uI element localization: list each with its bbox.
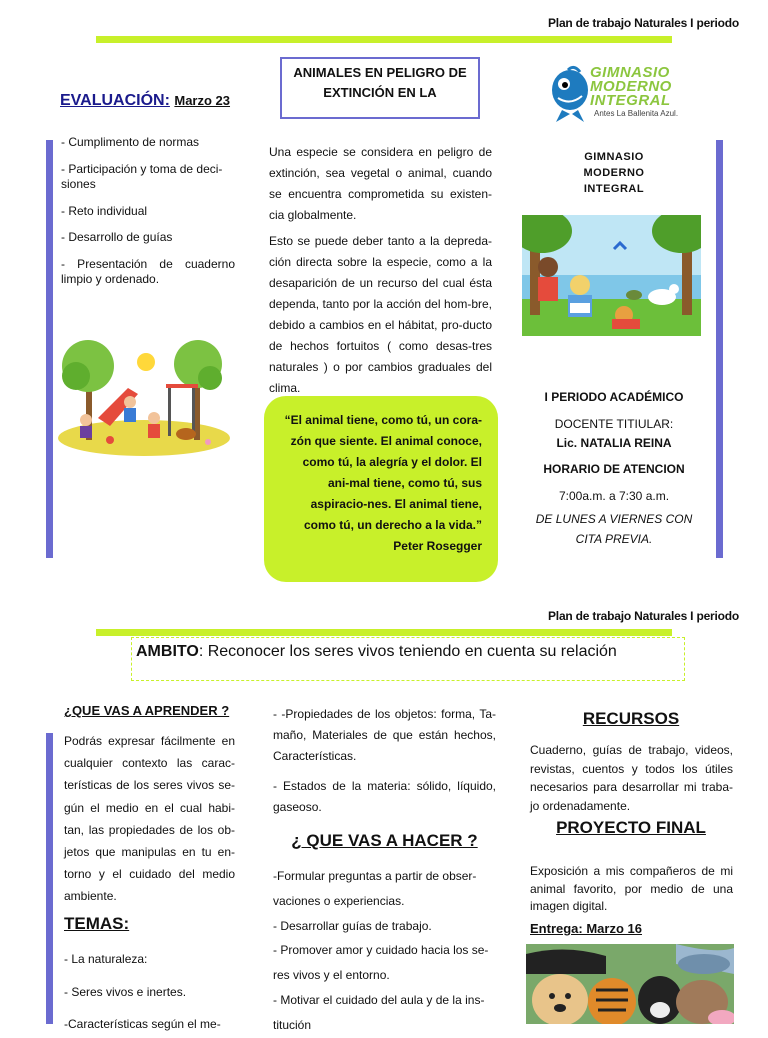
quote-text: “El animal tiene, como tú, un cora-zón que siente. El animal conoce, como tú, la alegría y el dolor. El ani-mal tiene, como tú, sus aspiracio-nes. El animal tiene, como tú, un derecho a la vida.” bbox=[284, 413, 482, 532]
ambito-text: : Reconocer los seres vivos teniendo en cuenta su relación bbox=[198, 643, 617, 660]
project-title: PROYECTO FINAL bbox=[556, 818, 706, 837]
topic-item: - Seres vivos e inertes. bbox=[64, 984, 187, 999]
playground-illustration bbox=[58, 338, 230, 456]
learn-text: Podrás expresar fácilmente en cualquier contexto las carac-terísticas de los seres vivos se-gún el medio en el cual habi-tan, las propiedades de los ob-jetos que manipulas en tu en-torno y el cuidado del medio ambiente. bbox=[64, 734, 235, 904]
center-title: ANIMALES EN PELIGRO DE EXTINCIÓN EN LA bbox=[293, 65, 467, 100]
page2-header: Plan de trabajo Naturales I periodo bbox=[548, 609, 740, 623]
center-paragraph-1: Una especie se considera en peligro de extinción, sea vegetal o animal, cuando se encuentra comprometida su existen-cia globalmente. bbox=[269, 145, 492, 222]
project-text: Exposición a mis compañeros de mi animal favorito, por medio de una imagen digital. bbox=[530, 864, 733, 913]
left-blue-bar bbox=[46, 140, 53, 558]
properties-text bbox=[273, 704, 496, 818]
quote-author: Peter Rosegger bbox=[393, 539, 482, 553]
playground-image bbox=[58, 338, 230, 456]
animals-illustration bbox=[526, 944, 734, 1024]
schedule-time: 7:00a.m. a 7:30 a.m. bbox=[558, 488, 670, 503]
school-name: GIMNASIO MODERNO INTEGRAL bbox=[583, 151, 645, 195]
period-label: I PERIODO ACADÉMICO bbox=[544, 390, 684, 404]
do-item: -Formular preguntas a partir de obser-vaciones o experiencias. bbox=[273, 869, 477, 908]
right-blue-bar bbox=[716, 140, 723, 558]
evaluation-item: - Presentación de cuaderno limpio y ordenado. bbox=[61, 256, 235, 286]
property-item: - -Propiedades de los objetos: forma, Ta-maño, Materiales de que están hechos, Características. bbox=[273, 707, 496, 763]
evaluation-heading: EVALUACIÓN: Marzo 23 bbox=[60, 92, 231, 109]
animals-image bbox=[526, 944, 734, 1024]
page2-green-rule bbox=[96, 629, 672, 636]
center-paragraph-2: Esto se puede deber tanto a la depreda-ción directa sobre la especie, como a la desaparición de un recurso del cual ésta dependa, tanto por la acción del hom-bre, debido a cambios en el hábitat, pro-ducto de hechos fortuitos ( como desas-tres naturales ) o por cambios graduales del clima. bbox=[269, 234, 492, 395]
property-item: - Estados de la materia: sólido, líquido, gaseoso. bbox=[273, 779, 496, 814]
logo-text: GIMNASIO MODERNO INTEGRAL bbox=[590, 64, 672, 109]
kids-reading-image bbox=[522, 215, 701, 336]
resources-text: Cuaderno, guías de trabajo, videos, revistas, cuentos y todos los útiles necesarios para desarrollar mi traba-jo ordenadamente. bbox=[530, 743, 733, 813]
evaluation-item: - Participación y toma de deci-siones bbox=[61, 161, 223, 191]
ambito-label: AMBITO bbox=[136, 643, 199, 660]
evaluation-item: - Desarrollo de guías bbox=[61, 230, 173, 244]
teacher-name: Lic. NATALIA REINA bbox=[556, 436, 672, 450]
center-title-box bbox=[280, 57, 480, 119]
ambito-box bbox=[131, 637, 685, 681]
contact-info bbox=[532, 384, 696, 549]
page1-green-rule bbox=[96, 36, 672, 43]
resources-title: RECURSOS bbox=[582, 709, 680, 728]
kids-reading-illustration bbox=[522, 215, 701, 336]
quote-box bbox=[264, 396, 498, 582]
do-item: - Motivar el cuidado del aula y de la ins-titución bbox=[273, 992, 485, 1032]
do-title: ¿ QUE VAS A HACER ? bbox=[291, 831, 478, 850]
topics-title: TEMAS: bbox=[64, 914, 130, 933]
evaluation-item: - Reto individual bbox=[61, 203, 148, 218]
learn-title: ¿QUE VAS A APRENDER ? bbox=[64, 703, 230, 718]
topic-item: - La naturaleza: bbox=[64, 952, 148, 966]
schedule-label: HORARIO DE ATENCION bbox=[543, 462, 685, 476]
do-item: - Desarrollar guías de trabajo. bbox=[273, 918, 432, 933]
do-item: - Promover amor y cuidado hacia los se-res vivos y el entorno. bbox=[273, 943, 489, 983]
page1-header: Plan de trabajo Naturales I periodo bbox=[548, 16, 740, 30]
topics-list bbox=[64, 952, 235, 1033]
teacher-label: DOCENTE TITIULAR: bbox=[554, 416, 674, 431]
logo-tagline: Antes La Ballenita Azul. bbox=[594, 109, 679, 118]
topic-item: -Características según el me- bbox=[64, 1017, 221, 1031]
do-list bbox=[273, 864, 496, 1038]
schedule-days: DE LUNES A VIERNES CON CITA PREVIA. bbox=[535, 512, 693, 546]
fish-logo-icon bbox=[548, 64, 592, 124]
center-text bbox=[269, 142, 492, 399]
project-delivery: Entrega: Marzo 16 bbox=[530, 921, 642, 936]
evaluation-item: - Cumplimento de normas bbox=[61, 135, 200, 149]
school-logo bbox=[548, 60, 708, 126]
evaluation-list bbox=[61, 135, 235, 299]
left-blue-bar-2 bbox=[46, 733, 53, 1024]
